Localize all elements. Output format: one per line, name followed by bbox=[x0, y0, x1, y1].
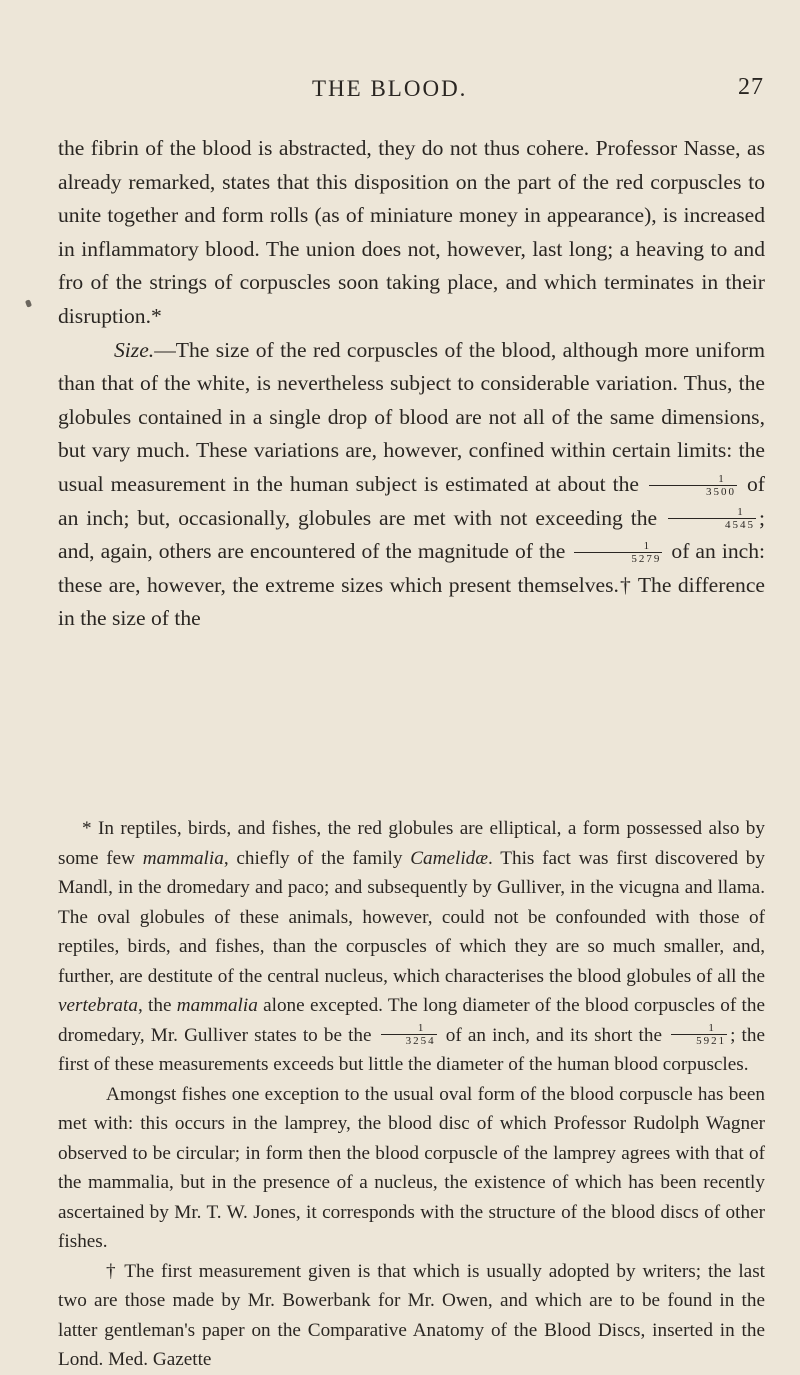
fraction-3254: $\frac{1}{3254}$ bbox=[381, 1022, 437, 1047]
paragraph-fibrin: the fibrin of the blood is abstracted, they do not thus cohere. Professor Nasse, as already remarked, states that this disposition on the part of the red corpuscles to unite together and form rolls (as of miniature money in appearance), is increased in inflammatory blood. The union does not, however, last long; a heaving to and fro of the strings of corpuscles soon taking place, and which terminates in their disruption.* bbox=[58, 136, 765, 328]
fraction-4545: $\frac{1}{4545}$ bbox=[668, 506, 756, 531]
size-heading: Size. bbox=[114, 337, 155, 362]
footnote-reptiles: * In reptiles, birds, and fishes, the red globules are elliptical, a form possessed also by some few mammalia, chiefly of the family Camelidæ. This fact was first discovered by Mandl, in the dromedary and paco; and subsequently by Gulliver, in the vicugna and llama. The oval globules of these animals, however, could not be confounded with those of reptiles, birds, and fishes, than the corpuscles of which they are so much smaller, and, further, are destitute of the central nucleus, which characterises the blood globules of all the vertebrata, the mammalia alone excepted. The long diameter of the blood corpuscles of the dromedary, Mr. Gulliver states to be the $\frac{1}{3254}$ of an inch, and its short the $\frac{1}{5921}$ ; the first of these measurements exceeds but little the diameter of the human blood corpuscles. bbox=[58, 818, 765, 1075]
fraction-3500: $\frac{1}{3500}$ bbox=[649, 473, 737, 498]
main-text bbox=[58, 132, 765, 636]
footnote-measurements: † The first measurement given is that which is usually adopted by writers; the last two are those made by Mr. Bowerbank for Mr. Owen, and which are to be found in the latter gentleman's paper on the Comparative Anatomy of the Blood Discs, inserted in the Lond. Med. Gazette bbox=[58, 1260, 765, 1370]
running-head: THE BLOOD. bbox=[312, 76, 468, 101]
page-number: 27 bbox=[738, 74, 764, 100]
footnote-fishes: Amongst fishes one exception to the usual oval form of the blood corpuscle has been met with: this occurs in the lamprey, the blood disc of which Professor Rudolph Wagner observed to be circular; in form then the blood corpuscle of the lamprey agrees with that of the mammalia, but in the presence of a nucleus, the existence of which has been recently ascertained by Mr. T. W. Jones, it corresponds with the structure of the blood discs of other fishes. bbox=[58, 1083, 765, 1252]
size-text-c: ; and, again, others are encountered of the magnitude of the bbox=[58, 505, 765, 564]
size-text-a: —The size of the red corpuscles of the blood, although more uniform than that of the white, is nevertheless subject to considerable variation. Thus, the globules contained in a single drop of blood are not all of the same dimensions, but vary much. These variations are, however, confined within certain limits: the usual measurement in the human subject is estimated at about the bbox=[58, 337, 765, 496]
fraction-5921: $\frac{1}{5921}$ bbox=[671, 1022, 727, 1047]
size-text-b: of an inch; but, occasionally, globules are met with not exceeding the bbox=[58, 471, 765, 530]
paragraph-size bbox=[58, 334, 765, 636]
size-text-d: of an inch: these are, however, the extreme sizes which present themselves.† The difference in the size of the bbox=[58, 539, 765, 631]
margin-ink-mark bbox=[25, 299, 32, 307]
fraction-5279: $\frac{1}{5279}$ bbox=[574, 540, 662, 565]
footnotes bbox=[58, 814, 765, 1375]
